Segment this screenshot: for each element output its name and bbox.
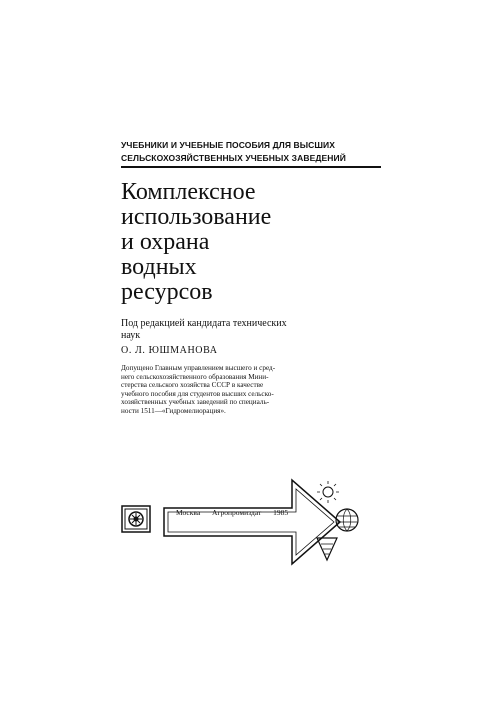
series-line-2: СЕЛЬСКОХОЗЯЙСТВЕННЫХ УЧЕБНЫХ ЗАВЕДЕНИЙ xyxy=(121,153,346,163)
editor-name: О. Л. ЮШМАНОВА xyxy=(121,345,218,356)
arrow-banner-graphic xyxy=(162,474,372,570)
approval-line: Допущено Главным управлением высшего и сред- xyxy=(121,364,276,372)
title-line: водных xyxy=(121,254,197,280)
water-drop-icon xyxy=(317,538,337,560)
approval-line: него сельскохозяйственного образования Мини- xyxy=(121,372,269,381)
approval-line: ности 1511—«Гидромелиорация». xyxy=(121,406,226,415)
title-line: Комплексное xyxy=(121,179,256,205)
approval-note xyxy=(121,364,387,416)
editor-label-line-2: наук xyxy=(121,330,141,341)
imprint-publisher: Агропромиздат xyxy=(212,508,262,517)
approval-line: хозяйственных учебных заведений по специаль- xyxy=(121,398,270,407)
approval-line: стерства сельского хозяйства СССР в качестве xyxy=(121,381,264,390)
approval-line: учебного пособия для студентов высших сельско- xyxy=(121,389,274,398)
imprint-year: 1985 xyxy=(273,508,289,517)
imprint-city: Москва xyxy=(176,508,201,517)
divider-rule xyxy=(121,166,381,168)
title-line: ресурсов xyxy=(121,279,213,305)
title-line: и охрана xyxy=(121,229,210,255)
globe-icon xyxy=(336,509,358,531)
editor-credit xyxy=(121,318,371,342)
imprint-line xyxy=(176,508,298,517)
series-heading xyxy=(121,139,371,165)
sun-icon xyxy=(317,481,339,503)
book-title xyxy=(121,180,371,305)
title-line: использование xyxy=(121,204,272,230)
publisher-logo-icon xyxy=(121,505,151,533)
series-line-1: УЧЕБНИКИ И УЧЕБНЫЕ ПОСОБИЯ ДЛЯ ВЫСШИХ xyxy=(121,140,336,150)
editor-label-line-1: Под редакцией кандидата технических xyxy=(121,318,287,329)
